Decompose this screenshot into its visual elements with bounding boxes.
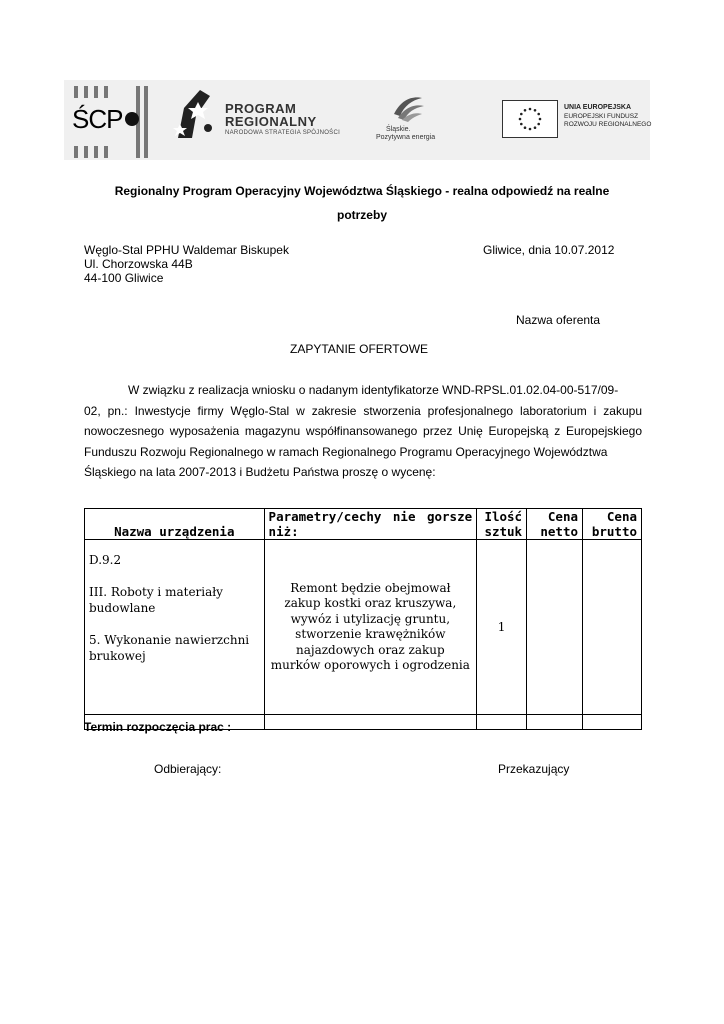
body-paragraph (84, 380, 642, 483)
regionalny-line: REGIONALNY (225, 114, 317, 129)
header-qty: Ilość sztuk (477, 509, 527, 540)
eu-fund-line1: EUROPEJSKI FUNDUSZ (564, 112, 639, 120)
item-section: III. Roboty i materiały budowlane (89, 585, 223, 615)
table-header-row (85, 509, 642, 540)
receiver-label: Odbierający: (154, 762, 222, 776)
program-regionalny-subtitle: NARODOWA STRATEGIA SPÓJNOŚCI (225, 130, 341, 136)
program-line: PROGRAM (225, 101, 297, 116)
eu-fund-line2: ROZWOJU REGIONALNEGO (564, 121, 652, 128)
eu-title: UNIA EUROPEJSKA (564, 104, 632, 111)
sender-address (84, 243, 289, 285)
cell-params: Remont będzie obejmował zakup kostki oraz kruszywa, wywóz i utylizację gruntu, stworzenie krawężników najazdowych oraz zakup murków oporowych i ogrodzenia (264, 540, 477, 715)
cell-net-price[interactable] (527, 540, 583, 715)
sender-company: Węglo-Stal PPHU Waldemar Biskupek (84, 243, 289, 257)
cell-gross-price[interactable] (583, 540, 642, 715)
cell-qty: 1 (477, 540, 527, 715)
eu-text (564, 104, 651, 130)
table-row (85, 540, 642, 715)
header-title-line2: potrzeby (336, 208, 387, 222)
body-line-1: W związku z realizacja wniosku o nadanym identyfikatorze WND-RPSL.01.02.04-00-517/09- (128, 383, 619, 397)
item-code: D.9.2 (89, 553, 122, 567)
giver-label: Przekazujący (498, 762, 570, 776)
header-net-price: Cena netto (527, 509, 583, 540)
slaskie-name: Śląskie. (386, 126, 411, 133)
offer-table (84, 508, 642, 730)
body-line-5: Śląskiego na lata 2007-2013 i Budżetu Państwa proszę o wycenę: (84, 465, 436, 479)
body-line-4: Funduszu Rozwoju Regionalnego w ramach Regionalnego Programu Operacyjnego Województwa (84, 444, 608, 459)
program-regionalny-emblem-icon (170, 88, 218, 140)
recipient-label: Nazwa oferenta (516, 313, 601, 327)
program-regionalny-title (225, 102, 317, 128)
sender-street: Ul. Chorzowska 44B (84, 257, 193, 271)
slaskie-swirl-icon (388, 92, 428, 122)
document-header-title (100, 179, 624, 227)
header-name: Nazwa urządzenia (85, 509, 265, 540)
document-title: ZAPYTANIE OFERTOWE (290, 342, 429, 356)
scp-logo-text: ŚCP (72, 104, 123, 134)
body-line-2: 02, pn.: Inwestycje firmy Węglo-Stal w zakresie stworzenia profesjonalnego laboratorium i zakupu (84, 403, 642, 418)
body-line-3: nowoczesnego wyposażenia magazynu współfinansowanego przez Unię Europejską z Europejskiego (84, 424, 642, 438)
slaskie-slogan: Pozytywna energia (376, 134, 436, 141)
item-name: 5. Wykonanie nawierzchni brukowej (89, 633, 250, 663)
cell-device-name (85, 540, 265, 715)
header-title-line1: Regionalny Program Operacyjny Województwa Śląskiego - realna odpowiedź na realne (114, 184, 610, 198)
header-params: Parametry/cechy nie gorsze niż: (264, 509, 477, 540)
eu-flag-icon (502, 100, 558, 138)
date-line: Gliwice, dnia 10.07.2012 (483, 243, 615, 257)
scp-dot-icon (125, 112, 139, 126)
header-gross-price: Cena brutto (583, 509, 642, 540)
sender-city: 44-100 Gliwice (84, 271, 164, 285)
start-date-label: Termin rozpoczęcia prac : (84, 720, 232, 734)
